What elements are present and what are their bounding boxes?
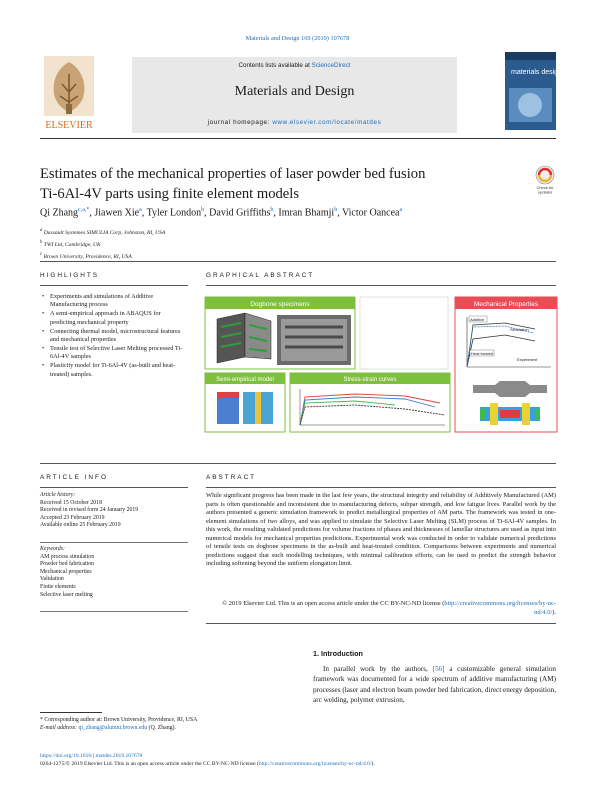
header-rule (40, 138, 556, 139)
badge-line-2: updates (537, 189, 553, 195)
reference-link[interactable]: [56] (432, 665, 445, 673)
graphical-abstract-heading: GRAPHICAL ABSTRACT (206, 272, 315, 279)
ga-stress-label: Stress-strain curves (343, 377, 397, 383)
sciencedirect-link[interactable]: ScienceDirect (311, 62, 351, 69)
author-affiliation-marker[interactable]: b (201, 207, 205, 213)
keyword-item: Validation (40, 576, 64, 583)
copyright-text: © 2019 Elsevier Ltd. This is an open access article under the CC BY-NC-ND license ( (222, 600, 445, 607)
cover-title: materials design (511, 69, 562, 76)
corresponding-author-note: * Corresponding author at: Brown University, Providence, RI, USA (40, 717, 198, 723)
paper-title (40, 164, 480, 204)
highlights-list (42, 293, 187, 380)
affiliation-c: $^c$ Brown University, Providence, RI, USA (40, 251, 132, 260)
doi-link[interactable]: https://doi.org/10.1016/j.matdes.2019.107678 (40, 753, 143, 759)
elsevier-logo[interactable] (40, 54, 98, 134)
keywords-label: Keywords: (40, 546, 65, 552)
received-date: Received 15 October 2018 (40, 499, 102, 506)
keyword-item: Finite elements (40, 583, 76, 590)
highlight-item: • A semi-empirical approach in ABAQUS for predicting mechanical property (42, 310, 187, 327)
graphical-abstract-figure[interactable] (205, 297, 557, 432)
highlight-item: • Tensile test of Selective Laser Melting processed Ti-6Al-4V samples (42, 345, 187, 362)
keywords-rule (40, 542, 188, 543)
author-name[interactable]: Qi Zhang (40, 207, 79, 219)
author-list: Qi Zhang$^{c,a,*}$, Jiawen Xie$^a$, Tyler London$^b$, David Griffiths$^b$, Imran Bhamji$^b$, Victor Oancea$^a$ (40, 207, 403, 219)
affiliation-b: $^b$ TWI Ltd, Cambridge, UK (40, 239, 101, 248)
introduction-heading: 1. Introduction (313, 649, 363, 658)
badge-line-1: Check for (536, 185, 554, 190)
publisher-name: ELSEVIER (45, 120, 93, 131)
contents-prefix: Contents lists available at (238, 62, 312, 69)
dogbone-specimen-image (217, 313, 351, 365)
email-line: E-mail address: qi_zhang@alumni.brown.edu (Q. Zhang). (40, 725, 176, 731)
affiliations (40, 226, 340, 262)
section-rule (40, 463, 556, 464)
keyword-item: Selective laser melting (40, 591, 93, 598)
article-info-rule (40, 487, 188, 488)
keyword-item: Mechanical properties (40, 568, 92, 575)
email-link[interactable]: qi_zhang@alumni.brown.edu (78, 725, 148, 731)
author-affiliation-marker[interactable]: a (399, 207, 403, 213)
keyword-item: Powder bed fabrication (40, 561, 95, 568)
homepage-label: journal homepage: (207, 119, 273, 126)
issn-line: 0264-1275/© 2019 Elsevier Ltd. This is an open access article under the CC BY-NC-ND license (http://creativecommons.org/licenses/by-nc-nd/4.0/). (40, 761, 375, 767)
abstract-text: While significant progress has been made in the last few years, the structural integrity and reliability of Additively Manufactured (AM) parts is often questionable and inconsistent due to manufacturing defects, subpar strength, and low fatigue lives. Parallel work by the authors presented a generic simulation framework to predict metallurgical properties of AM parts. The framework was tested in one-element simulations of two alloys, and was applied to simulate the Selective Laser Melting (SLM) process of Ti-6Al-4V samples. In this work, the resulting validated predictions for volume fractions of phases and thicknesses of lamellar structures are used as input into numerical models for mechanical properties predictions. Experimental work was conducted in order to validate numerical predictions of tensile tests on dogbone specimens in the as-built and heat-treated condition. Comparisons between experiments and numerical predictions suggest that such modelling techniques, with minimal calibration efforts, can be used to predict the strength behavior including softening beyond the uniform elongation limit. (206, 492, 556, 568)
ga-label-simulation: Simulation (510, 327, 529, 332)
article-info-heading: ARTICLE INFO (40, 474, 108, 481)
highlight-item: • Connecting thermal model, microstructural features and mechanical properties (42, 328, 187, 345)
history-label: Article history: (40, 492, 76, 498)
revised-date: Received in revised form 24 January 2019 (40, 507, 139, 514)
abstract-bottom-rule (206, 623, 556, 624)
doi-block (40, 752, 556, 768)
author-name[interactable]: Tyler London (146, 207, 202, 219)
highlights-heading: HIGHLIGHTS (40, 272, 100, 279)
keywords (40, 546, 188, 599)
author-name[interactable]: Jiawen Xie (94, 207, 140, 219)
copyright-notice: © 2019 Elsevier Ltd. This is an open access article under the CC BY-NC-ND license (http://creativecommons.org/licenses/by-nc-nd/4.0/). (222, 600, 556, 616)
paper-title-line-2: Ti-6Al-4V parts using finite element models (40, 186, 300, 202)
highlight-item: • Experiments and simulations of Additive Manufacturing process (42, 293, 187, 310)
homepage-link[interactable]: www.elsevier.com/locate/matdes (272, 119, 382, 126)
abstract-rule (206, 487, 556, 488)
contents-line (132, 62, 457, 69)
license-link[interactable]: http://creativecommons.org/licenses/by-nc-nd/4.0/ (444, 600, 556, 616)
ga-label-additive: Additive (470, 317, 485, 322)
issn-license-link[interactable]: http://creativecommons.org/licenses/by-nc-nd/4.0/ (258, 761, 372, 767)
author-affiliation-marker[interactable]: c,a,* (78, 207, 90, 213)
footnote-rule (40, 712, 102, 713)
affiliation-a: $^a$ Dassault Systemes SIMULIA Corp, Johnston, RI, USA (40, 228, 166, 236)
footnote (40, 716, 300, 732)
journal-cover-image[interactable] (505, 52, 562, 130)
ga-mech-label: Mechanical Properties (473, 301, 539, 308)
introduction-text: In parallel work by the authors, [56] a customizable general simulation framework was documented for a wide spectrum of additive manufacturing (AM) processes (laser and electron beam powder bed fabrication, direct energy deposition, arc welding, polymer extrusion, (313, 665, 557, 705)
keyword-item: AM process simulation (40, 553, 95, 560)
journal-name[interactable]: Materials and Design (234, 84, 355, 99)
ga-label-heat: Heat treated (471, 351, 494, 356)
ga-dogbone-label: Dogbone specimens (250, 301, 310, 308)
section-rule (40, 261, 556, 262)
article-history (40, 492, 188, 530)
abstract-heading: ABSTRACT (206, 474, 257, 481)
ga-semi-label: Semi-empirical model (216, 377, 274, 383)
highlight-item: • Plasticity model for Ti-6Al-4V (as-built and heat-treated) samples. (42, 362, 187, 379)
journal-reference[interactable]: Materials and Design 169 (2019) 107678 (245, 35, 350, 42)
paper-title-line-1: Estimates of the mechanical properties of laser powder bed fusion (40, 166, 426, 182)
highlights-rule (40, 285, 188, 286)
journal-homepage (132, 119, 457, 126)
accepted-date: Accepted 23 February 2019 (40, 514, 105, 521)
article-info-bottom-rule (40, 611, 188, 612)
ga-label-experiment: Experiment (517, 357, 538, 362)
author-name[interactable]: David Griffiths (209, 207, 271, 219)
semi-empirical-model-image (217, 392, 273, 424)
author-name[interactable]: Imran Bhamji (278, 207, 335, 219)
graphical-abstract-rule (206, 285, 556, 286)
online-date: Available online 25 February 2019 (40, 522, 121, 529)
author-affiliation-marker[interactable]: a (139, 207, 142, 213)
author-name[interactable]: Victor Oancea (342, 207, 400, 219)
author-affiliation-marker[interactable]: b (334, 207, 338, 213)
author-affiliation-marker[interactable]: b (270, 207, 274, 213)
check-for-updates-icon[interactable] (533, 165, 557, 195)
